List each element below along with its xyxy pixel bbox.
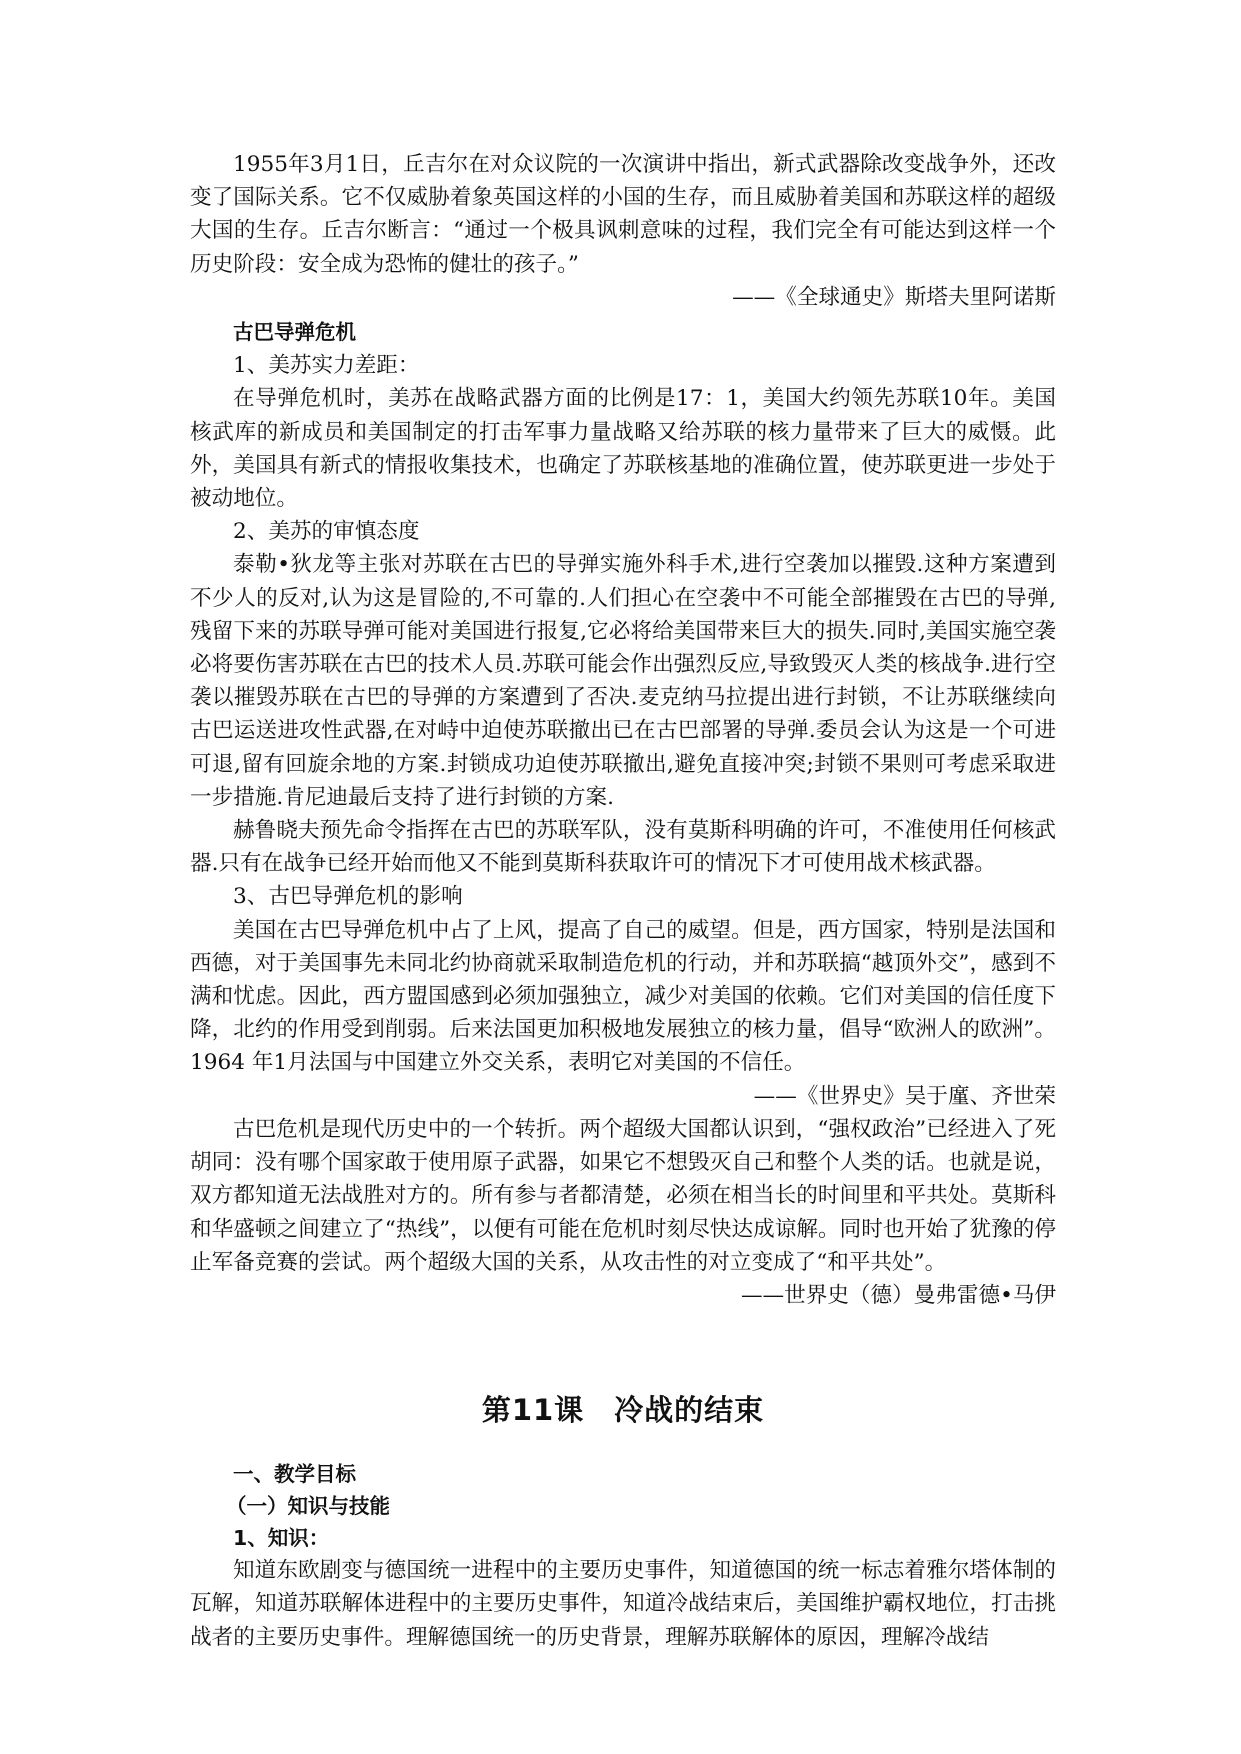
- knowledge-heading: 1、知识：: [233, 1526, 330, 1551]
- part2-text-2: 赫鲁晓夫预先命令指挥在古巴的苏联军队，没有莫斯科明确的许可，不准使用任何核武器.只有在战争已经开始而他又不能到莫斯科获取许可的情况下才可使用战术核武器。: [190, 818, 1056, 877]
- part2-heading: 2、美苏的审慎态度: [233, 519, 420, 545]
- document-page: [190, 148, 1056, 1654]
- lesson-number: 第11课: [481, 1393, 585, 1428]
- lesson-title: [190, 1390, 1056, 1430]
- part3-heading: 3、古巴导弹危机的影响: [233, 884, 463, 910]
- knowledge-text: 知道东欧剧变与德国统一进程中的主要历史事件，知道德国的统一标志着雅尔塔体制的瓦解，知道苏联解体进程中的主要历史事件，知道冷战结束后，美国维护霸权地位，打击挑战者的主要历史事件。理解德国统一的历史背景，理解苏联解体的原因，理解冷战结: [190, 1558, 1056, 1650]
- part2-text-1: 泰勒•狄龙等主张对苏联在古巴的导弹实施外科手术,进行空袭加以摧毁.这种方案遭到不少人的反对,认为这是冒险的,不可靠的.人们担心在空袭中不可能全部摧毁在古巴的导弹,残留下来的苏联导弹可能对美国进行报复,它必将给美国带来巨大的损失.同时,美国实施空袭必将要伤害苏联在古巴的技术人员.苏联可能会作出强烈反应,导致毁灭人类的核战争.进行空袭以摧毁苏联在古巴的导弹的方案遭到了否决.麦克纳马拉提出进行封锁，不让苏联继续向古巴运送进攻性武器,在对峙中迫使苏联撤出已在古巴部署的导弹.委员会认为这是一个可进可退,留有回旋余地的方案.封锁成功迫使苏联撤出,避免直接冲突;封锁不果则可考虑采取进一步措施.肯尼迪最后支持了进行封锁的方案.: [190, 552, 1056, 810]
- quote-source-stavrianos: ——《全球通史》斯塔夫里阿诺斯: [732, 284, 1056, 310]
- knowledge-skills-heading: （一）知识与技能: [226, 1494, 390, 1519]
- section-title-cuba: 古巴导弹危机: [233, 320, 356, 345]
- part3-text: 美国在古巴导弹危机中占了上风，提高了自己的威望。但是，西方国家，特别是法国和西德，对于美国事先未同北约协商就采取制造危机的行动，并和苏联搞“越顶外交”，感到不满和忧虑。因此，西方盟国感到必须加强独立，减少对美国的依赖。它们对美国的信任度下降，北约的作用受到削弱。后来法国更加积极地发展独立的核力量，倡导“欧洲人的欧洲”。1964 年1月法国与中国建立外交关系，表明它对美国的不信任。: [190, 917, 1056, 1076]
- quote-source-world-history: ——《世界史》吴于廑、齐世荣: [753, 1083, 1056, 1109]
- part1-text: 在导弹危机时，美苏在战略武器方面的比例是17：1，美国大约领先苏联10年。美国核武库的新成员和美国制定的打击军事力量战略又给苏联的核力量带来了巨大的威慑。此外，美国具有新式的情报收集技术，也确定了苏联核基地的准确位置，使苏联更进一步处于被动地位。: [190, 386, 1056, 512]
- part3-text-2: 古巴危机是现代历史中的一个转折。两个超级大国都认识到，“强权政治”已经进入了死胡同：没有哪个国家敢于使用原子武器，如果它不想毁灭自己和整个人类的话。也就是说，双方都知道无法战胜对方的。所有参与者都清楚，必须在相当长的时间里和平共处。莫斯科和华盛顿之间建立了“热线”，以便有可能在危机时刻尽快达成谅解。同时也开始了犹豫的停止军备竞赛的尝试。两个超级大国的关系，从攻击性的对立变成了“和平共处”。: [190, 1116, 1056, 1275]
- lesson-name: 冷战的结束: [614, 1393, 765, 1428]
- goals-heading: 一、教学目标: [233, 1462, 356, 1487]
- part1-heading: 1、美苏实力差距：: [233, 353, 420, 379]
- churchill-quote: 1955年3月1日，丘吉尔在对众议院的一次演讲中指出，新式武器除改变战争外，还改变了国际关系。它不仅威胁着象英国这样的小国的生存，而且威胁着美国和苏联这样的超级大国的生存。丘吉尔断言：“通过一个极具讽刺意味的过程，我们完全有可能达到这样一个历史阶段：安全成为恐怖的健壮的孩子。”: [190, 152, 1056, 277]
- quote-source-german: ——世界史（德）曼弗雷德•马伊: [740, 1282, 1056, 1308]
